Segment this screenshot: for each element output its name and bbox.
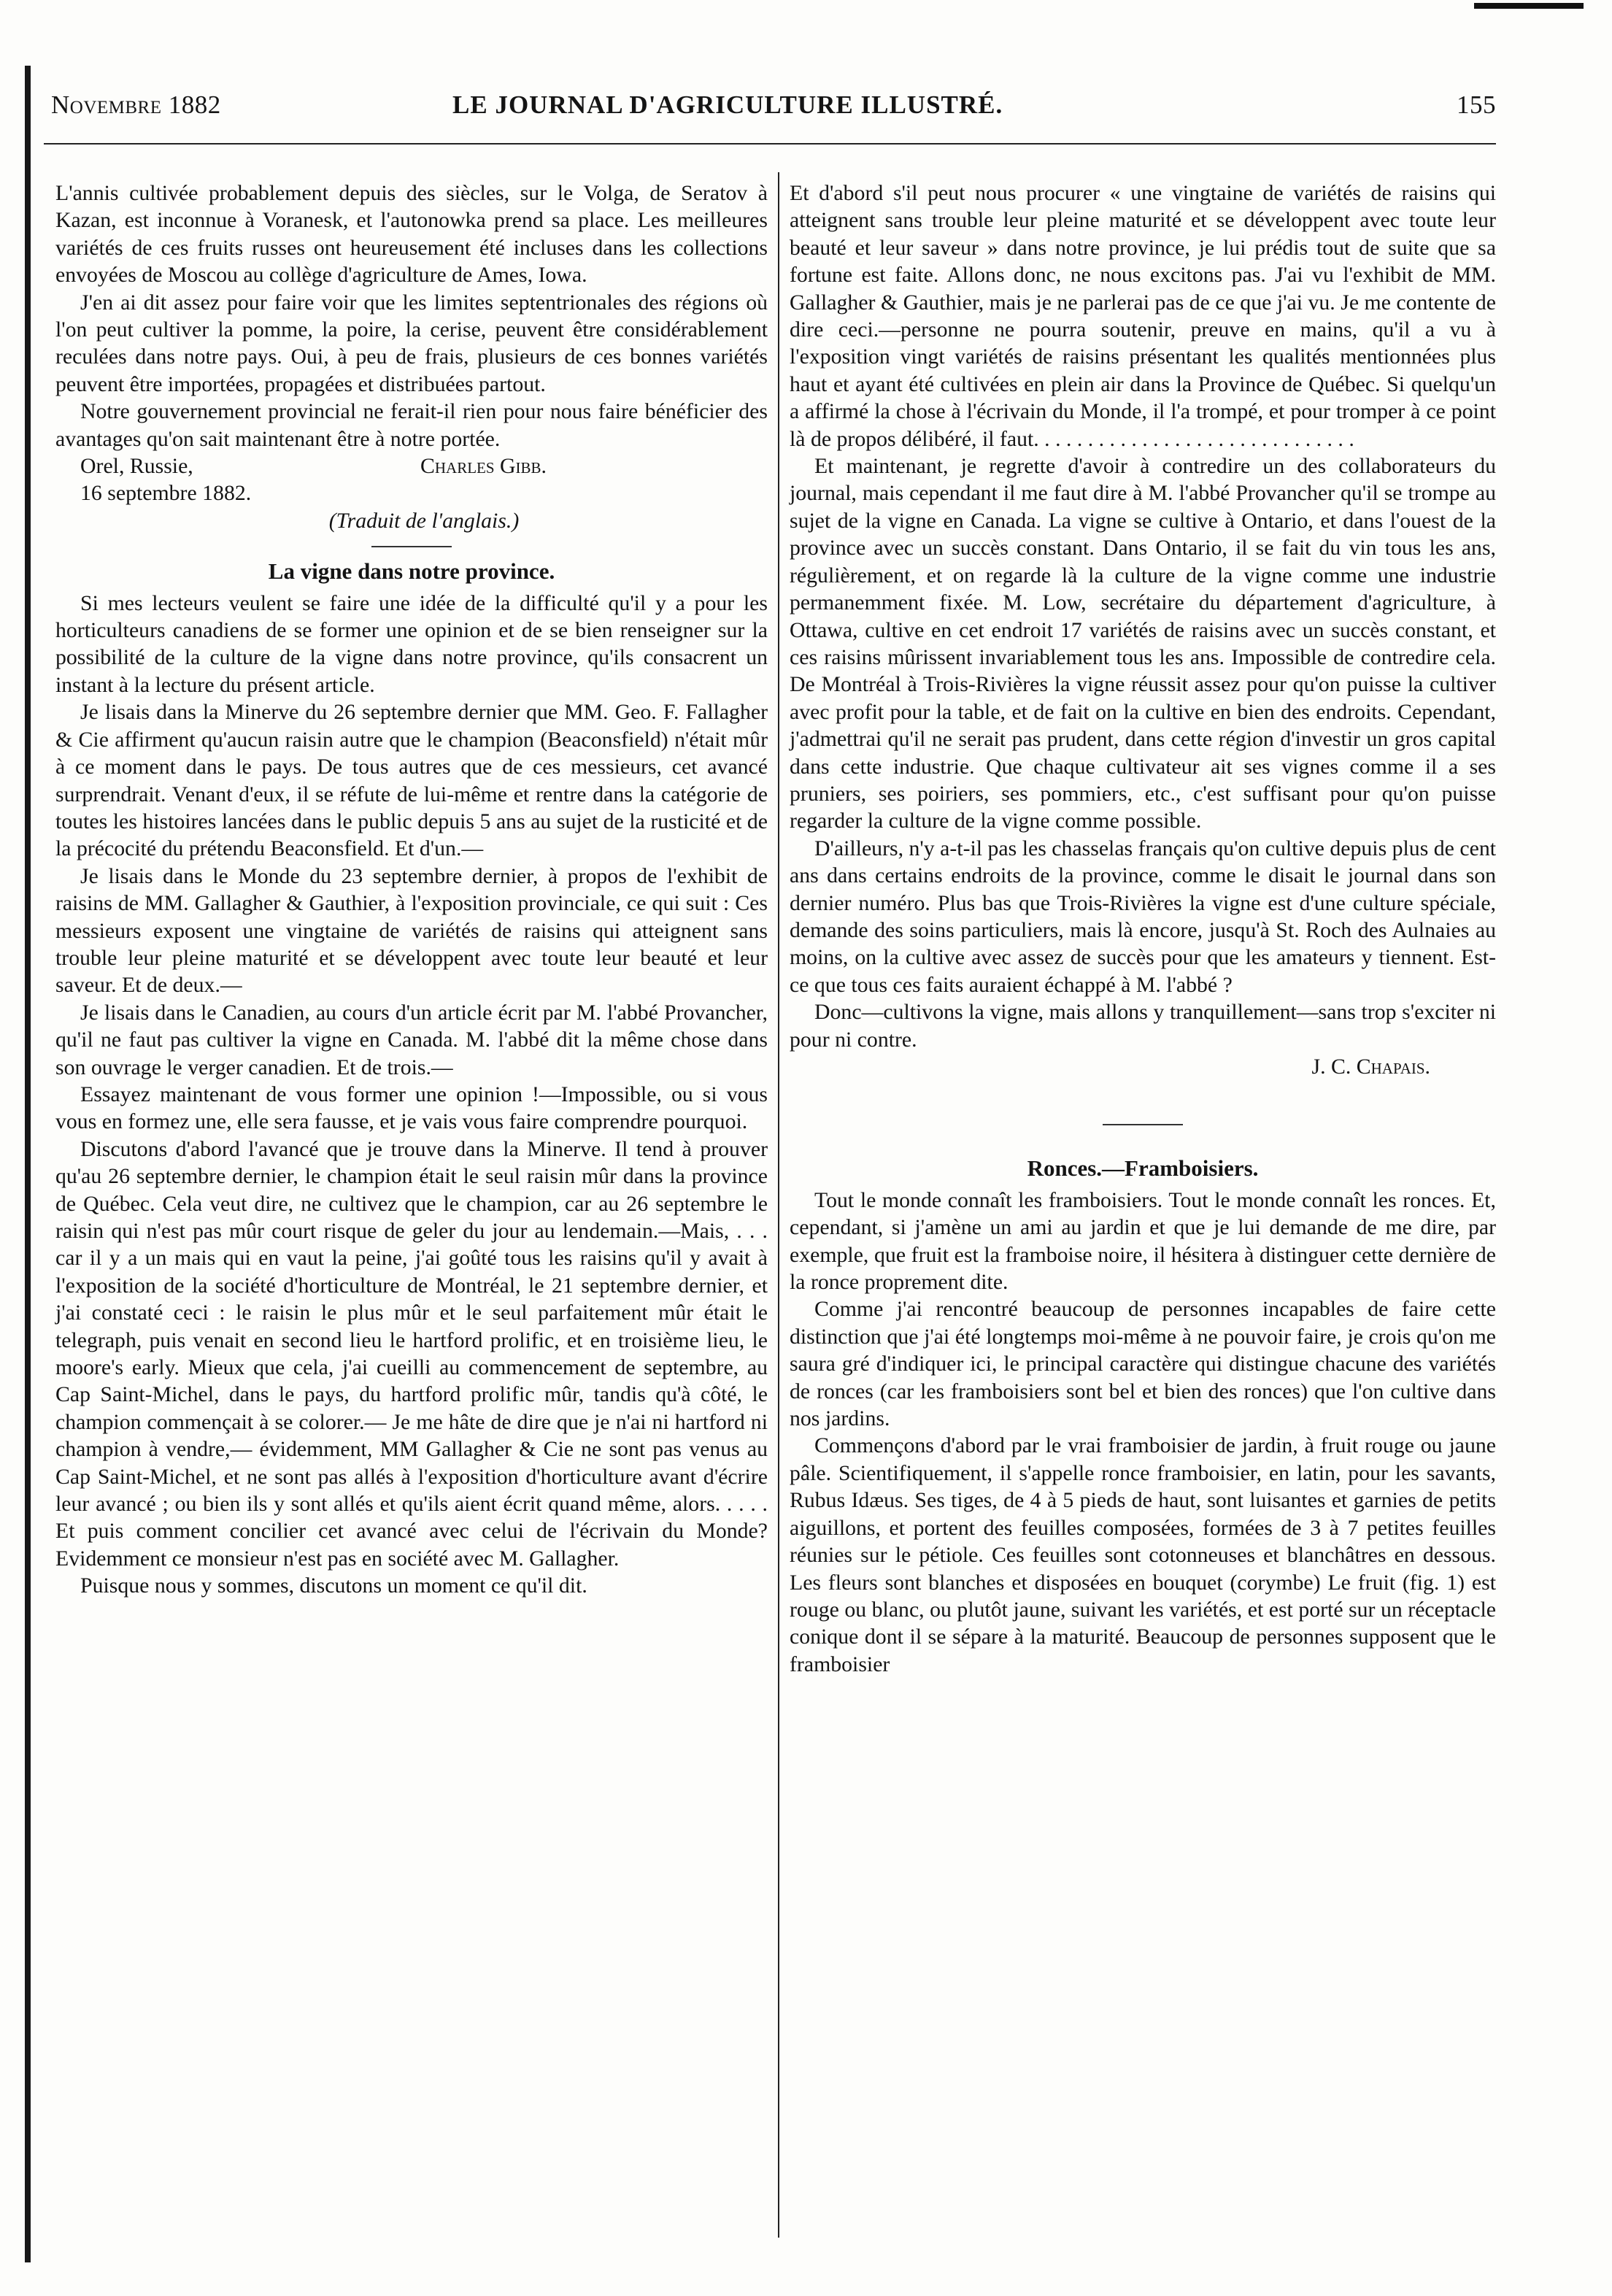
- signature-date: 16 septembre 1882.: [80, 481, 252, 506]
- column-divider: [778, 172, 779, 2238]
- signature-name: Charles Gibb.: [420, 454, 547, 479]
- paragraph: Je lisais dans le Canadien, au cours d'un article écrit par M. l'abbé Provancher, qu'il ne faut pas cultiver la vigne en Canada. M. l'abbé dit la même chose dans son ouvrage le verger canadien. Et de trois.—: [55, 1000, 768, 1079]
- paragraph: Puisque nous y sommes, discutons un moment ce qu'il dit.: [80, 1573, 587, 1598]
- section-separator: [371, 546, 452, 547]
- paragraph: Et maintenant, je regrette d'avoir à contredire un des collaborateurs du journal, mais cependant il me faut dire à M. l'abbé Provancher qu'il se trompe au sujet de la vigne en Canada. La vigne se cultive à Ontario, et dans l'ouest de la province avec un succès constant. Dans Ontario, il se fait du vin tous les ans, régulièrement, et on regarde là la culture de la vigne comme une industrie permanemment fixée. M. Low, secrétaire du département d'agriculture, à Ottawa, cultive en cet endroit 17 variétés de raisins avec un succès constant, et ces raisins mûrissent invariablement tous les ans. Impossible de contredire cela. De Montréal à Trois-Rivières la vigne réussit assez pour qu'on puisse la cultiver avec profit pour la table, et de fait on la cultive en bien des endroits. Cependant, j'admettrai qu'il ne serait pas prudent, dans cette région d'investir un gros capital dans cette industrie. Que chaque cultivateur ait ses vignes comme il a ses pruniers, ses poiriers, ses pommiers, etc., c'est suffisant pour qu'on puisse regarder la culture de la vigne comme possible.: [790, 454, 1496, 833]
- paragraph: Je lisais dans le Monde du 23 septembre dernier, à propos de l'exhibit de raisins de MM. Gallagher & Gauthier, à l'exposition provinciale, ce qui suit : Ces messieurs exposent une vingtaine de variétés de raisins qui atteignent sans trouble leur pleine maturité et se développent avec toute leur beauté et leur saveur. Et de deux.—: [55, 863, 768, 998]
- page-number: 155: [1457, 90, 1496, 119]
- journal-title: LE JOURNAL D'AGRICULTURE ILLUSTRÉ.: [452, 90, 1003, 119]
- header-date: Novembre 1882: [51, 90, 221, 119]
- paragraph: Tout le monde connaît les framboisiers. Tout le monde connaît les ronces. Et, cependant, si j'amène un ami au jardin et que je lui demande de me dire, par exemple, que fruit est la framboise noire, il hésitera à distinguer cette dernière de la ronce proprement dite.: [790, 1187, 1496, 1295]
- paragraph: Discutons d'abord l'avancé que je trouve dans la Minerve. Il tend à prouver qu'au 26 septembre dernier, le champion était le seul raisin mûr dans la province de Québec. Cela veut dire, ne cultivez que le champion, car au 26 septembre le raisin qui n'est pas mûr court risque de geler du jour au lendemain.—Mais, . . . car il y a un mais qui en vaut la peine, j'ai goûté tous les raisins qu'il y avait à l'exposition de la société d'horticulture de Montréal, le 21 septembre dernier, et j'ai constaté ceci : le raisin le plus mûr et le seul parfaitement mûr était le telegraph, puis venait en second lieu le hartford prolific, et en troisième lieu, le moore's early. Mieux que cela, j'ai cueilli au commencement de septembre, au Cap Saint-Michel, dans le pays, du hartford prolific mûr, tandis qu'à côté, le champion commençait à se colorer.— Je me hâte de dire que je n'ai ni hartford ni champion à vendre,— évidemment, MM Gallagher & Cie ne sont pas venus au Cap Saint-Michel, et ne sont pas allés à l'exposition d'horticulture avant d'écrire leur avancé ; ou bien ils y sont allés et qu'ils aient écrit quand même, alors. . . . . Et puis comment concilier cet avancé avec celui de l'écrivain du Monde? Evidemment ce monsieur n'est pas en société avec M. Gallagher.: [55, 1136, 768, 1571]
- paragraph: Commençons d'abord par le vrai framboisier de jardin, à fruit rouge ou jaune pâle. Scientifiquement, il s'appelle ronce framboisier, en latin, pour les savants, Rubus Idæus. Ses tiges, de 4 à 5 pieds de haut, sont luisantes et garnies de petits aiguillons, et portent des feuilles composées, formées de 3 à 7 petites feuilles réunies sur le pétiole. Ces feuilles sont cotonneuses et blanchâtres en dessous. Les fleurs sont blanches et disposées en bouquet (corymbe) Le fruit (fig. 1) est rouge ou blanc, ou plutôt jaune, suivant les variétés, et est porté sur un réceptacle conique dont il se sépare à la maturité. Beaucoup de personnes supposent que le framboisier: [790, 1433, 1496, 1676]
- paragraph: Comme j'ai rencontré beaucoup de personnes incapables de faire cette distinction que j'ai été longtemps moi-même à ne pouvoir faire, je crois qu'on me saura gré d'indiquer ici, le principal caractère qui distingue chacune des variétés de ronces (car les framboisiers sont bel et bien des ronces) que l'on cultive dans nos jardins.: [790, 1297, 1496, 1431]
- binding-edge: [25, 66, 31, 2262]
- translation-note: (Traduit de l'anglais.): [328, 508, 520, 533]
- paragraph: Donc—cultivons la vigne, mais allons y tranquillement—sans trop s'exciter ni pour ni contre.: [790, 1000, 1496, 1052]
- header-rule: [44, 143, 1496, 145]
- paragraph: J'en ai dit assez pour faire voir que les limites septentrionales des régions où l'on peut cultiver la pomme, la poire, la cerise, peuvent être considérablement reculées dans notre pays. Oui, à peu de frais, plusieurs de ces bonnes variétés peuvent être importées, propagées et distribuées partout.: [55, 290, 768, 396]
- paragraph: Notre gouvernement provincial ne ferait-il rien pour nous faire bénéficier des avantages qu'on sait maintenant être à notre portée.: [55, 399, 768, 451]
- paragraph: Essayez maintenant de vous former une opinion !—Impossible, ou si vous vous en formez une, elle sera fausse, et je vais vous faire comprendre pourquoi.: [55, 1082, 768, 1134]
- paragraph: Si mes lecteurs veulent se faire une idée de la difficulté qu'il y a pour les horticulteurs canadiens de se former une opinion et de se bien renseigner sur la possibilité de la culture de la vigne dans notre province, qu'ils consacrent un instant à la lecture du présent article.: [55, 590, 768, 697]
- signature-row: [55, 452, 768, 479]
- paragraph: D'ailleurs, n'y a-t-il pas les chasselas français qu'on cultive depuis plus de cent ans dans certains endroits de la province, comme le disait le journal dans son dernier numéro. Plus bas que Trois-Rivières la vigne est d'une culture spéciale, demande des soins particuliers, mais là encore, jusqu'à St. Roch des Aulnaies au moins, on la cultive avec assez de succès pour que les amateurs y tiennent. Est-ce que tous ces faits auraient échappé à M. l'abbé ?: [790, 836, 1496, 997]
- paragraph: Et d'abord s'il peut nous procurer « une vingtaine de variétés de raisins qui atteignent sans trouble leur pleine maturité et se développent avec toute leur beauté et leur saveur » dans notre province, je lui prédis tout de suite que sa fortune est faite. Allons donc, ne nous excitons pas. J'ai vu l'exhibit de MM. Gallagher & Gauthier, mais je ne parlerai pas de ce que j'ai vu. Je me contente de dire ceci.—personne ne pourra soutenir, preuve en mains, qu'il a vu à l'exposition vingt variétés de raisins présentant les qualités mentionnées plus haut et ayant été cultivées en plein air dans la Province de Québec. Si quelqu'un a affirmé la chose à l'écrivain du Monde, il l'a trompé, et pour tromper à ce point là de propos délibéré, il faut. . . . . . . . . . . . . . . . . . . . . . . . . . . . . .: [790, 181, 1496, 451]
- top-edge-mark: [1474, 3, 1584, 9]
- left-column: [55, 180, 768, 1600]
- article-title: La vigne dans notre province.: [268, 558, 555, 585]
- paragraph: L'annis cultivée probablement depuis des siècles, sur le Volga, de Seratov à Kazan, est inconnue à Voranesk, et l'autonowka prend sa place. Les meilleures variétés de ces fruits russes ont heureusement été incluses dans les collections envoyées de Moscou au collège d'agriculture de Ames, Iowa.: [55, 181, 768, 288]
- signature-name: J. C. Chapais.: [1311, 1055, 1430, 1079]
- page-header: [44, 80, 1496, 117]
- paragraph: Je lisais dans la Minerve du 26 septembre dernier que MM. Geo. F. Fallagher & Cie affirment qu'aucun raisin autre que le champion (Beaconsfield) n'était mûr à ce moment dans le pays. De tous autres que de ces messieurs, cet avancé surprendrait. Venant d'eux, il se réfute de lui-même et rentre dans la catégorie de toutes les histoires lancées dans le public depuis 5 ans au sujet de la rusticité et de la précocité du prétendu Beaconsfield. Et d'un.—: [55, 700, 768, 861]
- signature-place: Orel, Russie,: [80, 454, 193, 479]
- section-separator: [1103, 1124, 1183, 1125]
- right-column: [790, 180, 1496, 1678]
- article-title: Ronces.—Framboisiers.: [1027, 1155, 1259, 1182]
